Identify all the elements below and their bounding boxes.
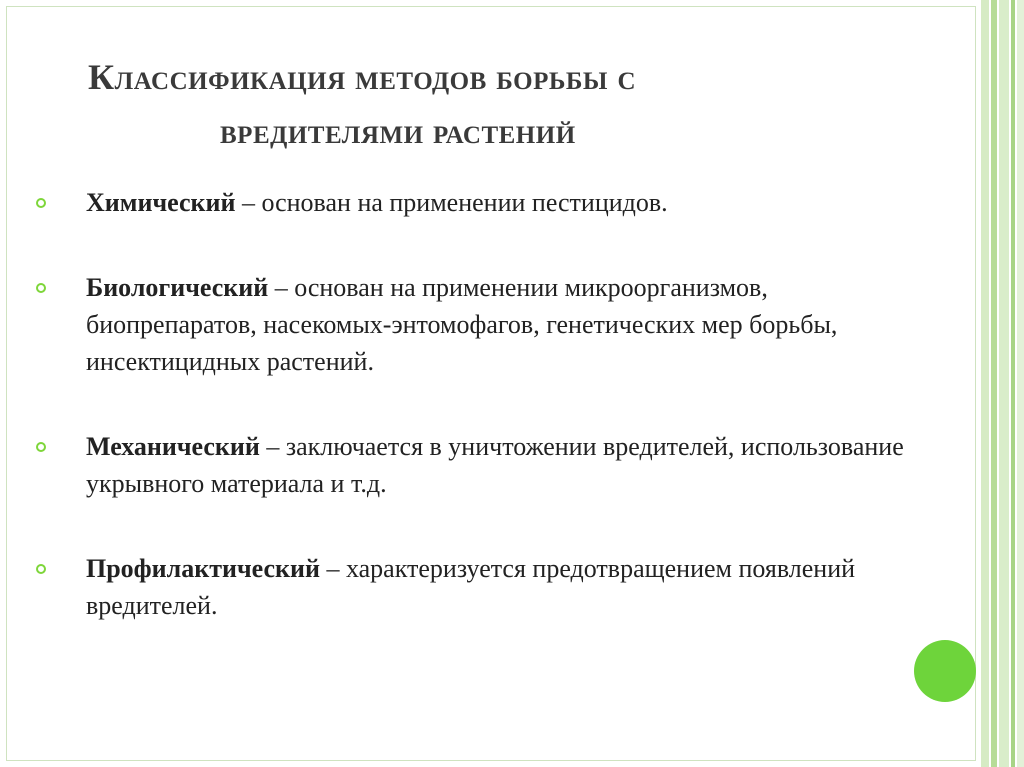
green-circle-icon xyxy=(914,640,976,702)
list-item xyxy=(32,428,932,502)
title-line-1: Классификация методов борьбы с xyxy=(88,57,637,97)
method-term: Химический xyxy=(86,188,236,217)
method-description: – заключается в уничтожении вредителей, использование укрывного материала и т.д. xyxy=(86,432,904,498)
list-item xyxy=(32,550,932,624)
green-ring-bullet-icon xyxy=(36,283,46,293)
method-description: – основан на применении пестицидов. xyxy=(235,188,668,217)
decor-stripe xyxy=(981,0,989,767)
slide-title xyxy=(88,50,948,158)
title-line-2: вредителями растений xyxy=(220,111,576,151)
green-ring-bullet-icon xyxy=(36,198,46,208)
method-term: Профилактический xyxy=(86,554,320,583)
method-description: – основан на применении микроорганизмов, биопрепаратов, насекомых-энтомофагов, генетических мер борьбы, инсектицидных растений. xyxy=(86,273,838,376)
method-description: – характеризуется предотвращением появлений вредителей. xyxy=(86,554,856,620)
green-ring-bullet-icon xyxy=(36,564,46,574)
method-term: Биологический xyxy=(86,273,269,302)
list-item xyxy=(32,184,932,221)
decor-stripe xyxy=(1017,0,1024,767)
list-item xyxy=(32,269,932,380)
green-ring-bullet-icon xyxy=(36,442,46,452)
decor-stripe xyxy=(991,0,997,767)
method-term: Механический xyxy=(86,432,260,461)
decor-stripe xyxy=(1011,0,1015,767)
bullet-list xyxy=(32,184,932,624)
decor-stripe xyxy=(999,0,1009,767)
